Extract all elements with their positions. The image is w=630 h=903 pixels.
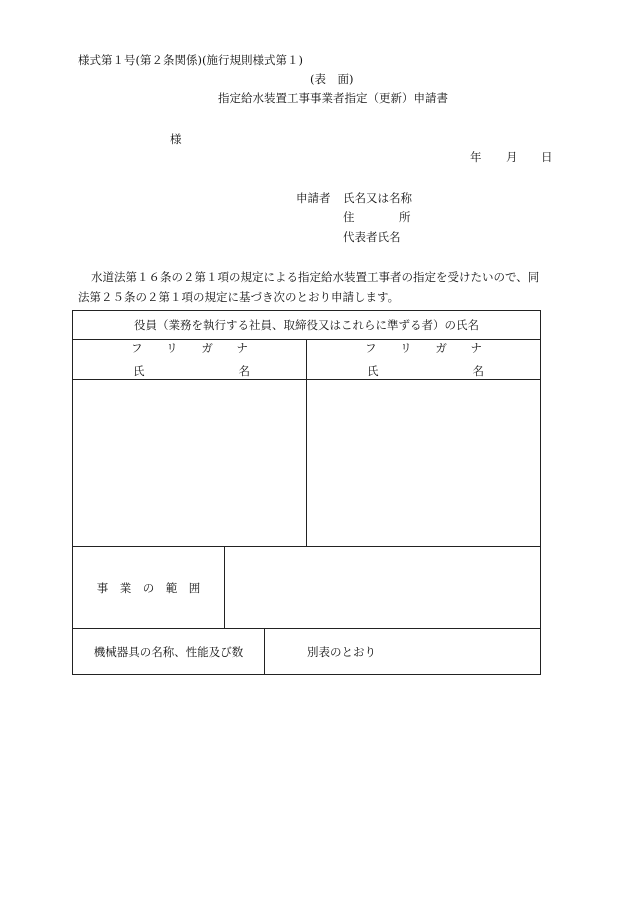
document-title: 指定給水装置工事事業者指定（更新）申請書 [218,91,448,105]
furigana-char: フ [365,341,377,355]
name-char: 氏 [367,364,379,378]
officer-names-right-field[interactable] [307,380,541,547]
business-scope-label: 事 業 の 範 囲 [73,547,225,629]
equipment-value: 別表のとおり [265,629,541,675]
officer-names-left-field[interactable] [73,380,307,547]
body-text-line-1: 水道法第１６条の２第１項の規定による指定給水装置工事者の指定を受けたいので、同 [91,270,540,284]
furigana-name-header-left [73,340,307,380]
furigana-char: ガ [201,341,213,355]
equipment-label: 機械器具の名称、性能及び数 [73,629,265,675]
name-char: 氏 [133,364,145,378]
date-day: 日 [541,150,553,164]
form-number: 様式第１号(第２条関係)(施行規則様式第１) [78,53,303,67]
business-scope-field[interactable] [225,547,541,629]
applicant-address-label-1: 住 [343,210,355,224]
applicant-representative-label: 代表者氏名 [343,230,401,244]
furigana-char: ガ [435,341,447,355]
applicant-address-label-2: 所 [399,210,411,224]
name-char: 名 [472,364,484,378]
addressee-honorific: 様 [170,132,182,146]
furigana-char: リ [166,341,178,355]
applicant-name-label: 氏名又は名称 [343,191,412,205]
furigana-char: ナ [470,341,482,355]
applicant-label: 申請者 [296,191,331,205]
furigana-char: フ [131,341,143,355]
furigana-name-header-right [307,340,541,380]
side-label: (表 面) [310,72,354,86]
officers-header: 役員（業務を執行する社員、取締役又はこれらに準ずる者）の氏名 [73,311,541,340]
furigana-char: リ [400,341,412,355]
date-month: 月 [506,150,518,164]
application-table [72,310,541,675]
name-char: 名 [238,364,250,378]
furigana-char: ナ [236,341,248,355]
date-year: 年 [470,150,482,164]
body-text-line-2: 法第２５条の２第１項の規定に基づき次のとおり申請します。 [78,290,400,304]
